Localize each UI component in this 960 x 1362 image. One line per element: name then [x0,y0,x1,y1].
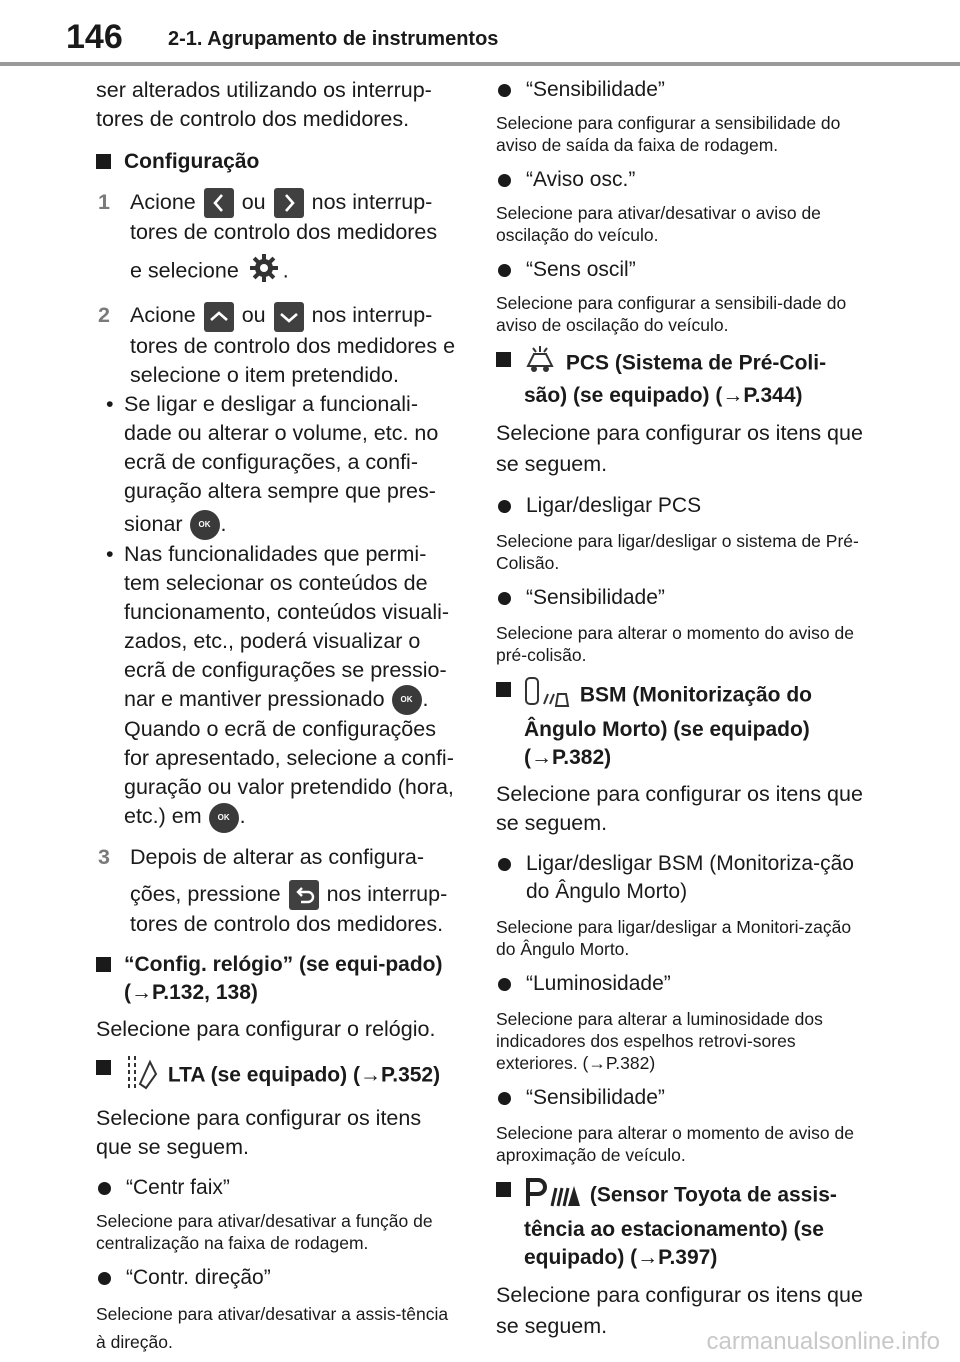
contr-item: “Contr. direção” [96,1264,462,1292]
clock-heading: “Config. relógio” (se equi-pado) (→P.132, 138) [96,951,462,1007]
pcs-desc: Selecione para ligar/desligar o sistema de Pré-Colisão. [496,531,859,573]
step-number: 2 [98,303,110,328]
note-bullet-1: • Se ligar e desligar a funcionali-dade ou alterar o volume, etc. no ecrã de configurações, a confi-guração altera sempre que pres- sionar OK . [96,390,462,540]
lane-tracing-icon [124,1054,158,1098]
aviso-desc: Selecione para ativar/desativar o aviso de oscilação do veículo. [496,203,821,245]
note-bullet-2: • Nas funcionalidades que permi-tem selecionar os conteúdos de funcionamento, conteúdos visuali-zados, etc., poderá visualizar o ecrã de configurações se pressio-nar e mantiver pressionado OK . Quando o ecrã de configurações for apresentado, selecione a confi-guração ou valor pretendido (hora, etc.) em OK . [96,540,462,833]
left-arrow-icon [204,188,234,218]
back-icon [289,880,319,910]
centr-item: “Centr faix” [96,1174,462,1202]
square-bullet-icon [96,154,111,169]
left-column [96,76,462,1356]
sensosc-item: “Sens oscil” [496,256,864,284]
sensosc-desc: Selecione para configurar a sensibili-dade do aviso de oscilação do veículo. [496,293,847,335]
lum-desc: Selecione para alterar a luminosidade dos indicadores dos espelhos retrovi-sores exteriores. (→P.382) [496,1009,823,1073]
contr-desc: Selecione para ativar/desativar a assis-tência à direção. [96,1303,449,1352]
right-column [496,76,864,1342]
sens1-item: “Sensibilidade” [496,76,864,104]
bsm-item: Ligar/desligar BSM (Monitoriza-ção do Ângulo Morto) [496,850,864,906]
down-arrow-icon [274,302,304,332]
section-title: 2-1. Agrupamento de instrumentos [168,28,499,50]
square-bullet-icon [496,682,511,697]
sens1-desc: Selecione para configurar a sensibilidade do aviso de saída da faixa de rodagem. [496,113,841,155]
ok-button-icon: OK [190,510,220,540]
sens3-desc: Selecione para alterar o momento de aviso de aproximação de veículo. [496,1123,854,1165]
square-bullet-icon [96,1060,111,1075]
page-header [0,0,960,70]
parking-sensor-icon [524,1176,580,1216]
ok-button-icon: OK [209,803,239,833]
up-arrow-icon [204,302,234,332]
square-bullet-icon [496,352,511,367]
config-heading: Configuração [96,148,462,176]
pcs-text: Selecione para configurar os itens que se seguem. [496,421,863,476]
blind-spot-monitor-icon [524,676,570,716]
sens3-item: “Sensibilidade” [496,1084,864,1112]
ok-button-icon: OK [392,685,422,715]
sens2-item: “Sensibilidade” [496,584,864,612]
pcs-item: Ligar/desligar PCS [496,492,864,520]
gear-icon [249,253,279,291]
step-2: 2 Acione ou nos interrup-tores de controlo dos medidores e selecione o item pretendido. [98,303,456,387]
step-1: 1 Acione ou nos interrup-tores de controlo dos medidores e selecione . [96,188,462,291]
intro-text: ser alterados utilizando os interrup-tores de controlo dos medidores. [96,78,432,131]
step-number: 1 [98,190,110,214]
clock-text: Selecione para configurar o relógio. [96,1016,436,1041]
bsm-text: Selecione para configurar os itens que se seguem. [496,782,863,835]
centr-desc: Selecione para ativar/desativar a função de centralização na faixa de rodagem. [96,1210,433,1253]
parking-text: Selecione para configurar os itens que se seguem. [496,1283,863,1338]
parking-heading: (Sensor Toyota de assis-tência ao estacionamento) (se equipado) (→P.397) [496,1176,864,1272]
right-arrow-icon [274,188,304,218]
header-rule [0,62,960,66]
bsm-desc: Selecione para ligar/desligar a Monitori-zação do Ângulo Morto. [496,917,852,959]
page-number: 146 [66,18,123,56]
lta-heading: LTA (se equipado) (→P.352) [96,1054,462,1098]
step-3: 3 Depois de alterar as configura- ções, pressione nos interrup-tores de controlo dos medidores. [98,844,448,936]
step-number: 3 [98,844,110,869]
watermark: carmanualsonline.info [706,1328,940,1355]
sens2-desc: Selecione para alterar o momento do aviso de pré-colisão. [496,623,854,665]
square-bullet-icon [496,1182,511,1197]
square-bullet-icon [96,957,111,972]
lta-text: Selecione para configurar os itens que se seguem. [96,1105,422,1159]
pcs-heading: PCS (Sistema de Pré-Coli-são) (se equipado) (→P.344) [496,346,864,410]
pre-collision-icon [524,346,556,382]
lum-item: “Luminosidade” [496,970,864,998]
bsm-heading: BSM (Monitorização do Ângulo Morto) (se equipado) (→P.382) [496,676,864,772]
aviso-item: “Aviso osc.” [496,166,864,194]
